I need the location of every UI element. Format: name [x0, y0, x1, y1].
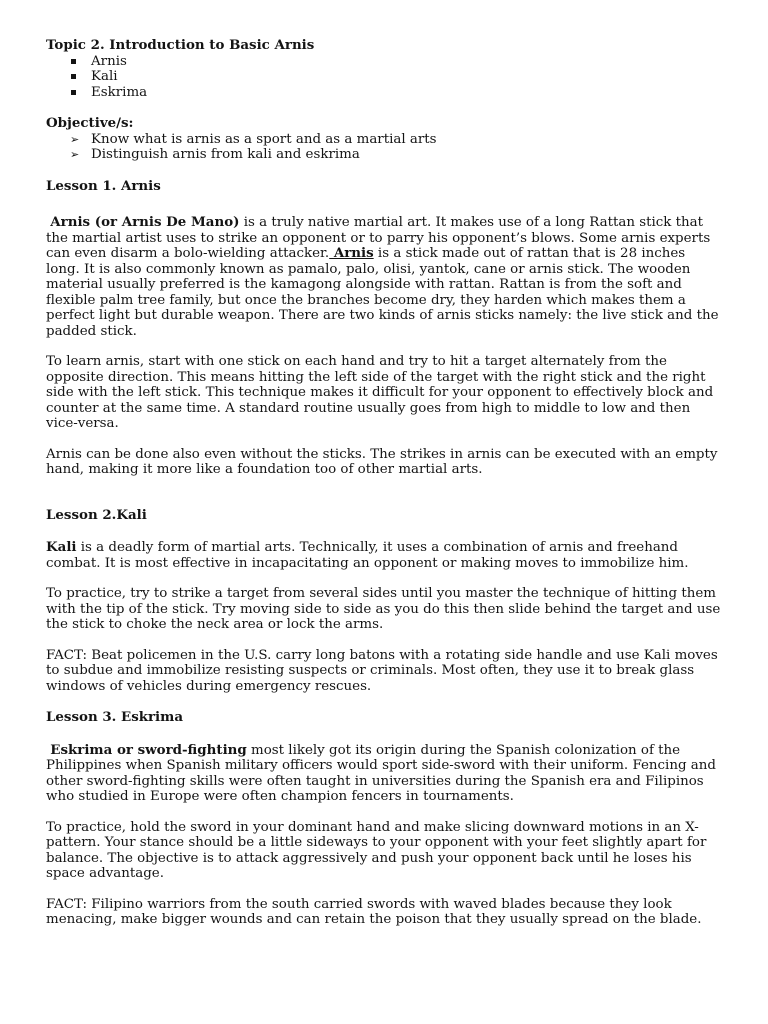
topic-title: Topic 2. Introduction to Basic Arnis [46, 37, 315, 53]
lesson2-term: Kali [46, 539, 77, 555]
objective-text: Know what is arnis as a sport and as a martial arts [91, 131, 437, 147]
lesson3-title: Lesson 3. Eskrima [46, 709, 183, 725]
list-item [46, 132, 722, 148]
topic-list [46, 54, 722, 101]
lesson2-text: is a deadly form of martial arts. Technically, it uses a combination of arnis and freehand combat. It is most effective in incapacitating an opponent or making moves to immobilize him. [46, 540, 689, 571]
lesson3-paragraph-2: To practice, hold the sword in your dominant hand and make slicing downward motions in an X-pattern. Your stance should be a little sideways to your opponent with your feet slightly apart for balance. The objective is to attack aggressively and push your opponent back until he loses his space advantage. [46, 819, 707, 881]
lesson1-text-a: is a truly native martial art. It makes use of a long Rattan stick that the martial artist uses to strike an opponent or to parry his opponent’s blows. Some arnis experts can even disarm a bolo-wielding attacker. [46, 215, 711, 261]
lesson1-text-b: is a stick made out of rattan that is 28 inches long. It is also commonly known as pamalo, palo, olisi, yantok, cane or arnis stick. The wooden material usually preferred is the kamagong alongside with rattan. Rattan is from the soft and flexible palm tree family, but once the branches become dry, they harden which makes them a perfect light but durable weapon. There are two kinds of arnis sticks namely: the live stick and the padded stick. [46, 246, 719, 339]
objectives-title: Objective/s: [46, 115, 134, 131]
objectives-list [46, 132, 722, 163]
lesson1-title: Lesson 1. Arnis [46, 177, 161, 194]
arrow-bullet-icon: ➢ [70, 132, 80, 146]
lesson3-term: Eskrima or sword-fighting [50, 741, 247, 758]
lesson1-paragraph-3: Arnis can be done also even without the sticks. The strikes in arnis can be executed with an empty hand, making it more like a foundation too of other martial arts. [46, 446, 718, 477]
list-item: Arnis [46, 54, 722, 70]
arnis-underlined-term: Arnis [329, 245, 374, 261]
lesson3-paragraph-1 [46, 743, 722, 805]
lesson3-text: most likely got its origin during the Spanish colonization of the Philippines when Spanish military officers would sport side-sword with their uniform. Fencing and other sword-fighting skills were often taught in universities during the Spanish era and Filipinos who studied in Europe were often champion fencers in tournaments. [46, 742, 716, 804]
lesson2-paragraph-2: To practice, try to strike a target from several sides until you master the technique of hitting them with the tip of the stick. Try moving side to side as you do this then slide behind the target and use the stick to choke the neck area or lock the arms. [46, 586, 721, 632]
objective-text: Distinguish arnis from kali and eskrima [91, 147, 360, 162]
lesson2-title: Lesson 2.Kali [46, 506, 147, 523]
lesson2-paragraph-3: FACT: Beat policemen in the U.S. carry long batons with a rotating side handle and use Kali moves to subdue and immobilize resisting suspects or criminals. Most often, they use it to break glass windows of vehicles during emergency rescues. [46, 647, 718, 694]
list-item [46, 147, 722, 163]
lesson1-paragraph-1 [46, 215, 722, 339]
lesson3-paragraph-3: FACT: Filipino warriors from the south carried swords with waved blades because they look menacing, make bigger wounds and can retain the poison that they usually spread on the blade. [46, 896, 702, 927]
arrow-bullet-icon: ➢ [70, 148, 80, 161]
lesson1-term: Arnis (or Arnis De Mano) [50, 214, 240, 230]
lesson2-paragraph-1 [46, 540, 722, 571]
list-item: Eskrima [46, 85, 722, 101]
lesson1-paragraph-2: To learn arnis, start with one stick on each hand and try to hit a target alternately from the opposite direction. This means hitting the left side of the target with the right stick and the right side with the left stick. This technique makes it difficult for your opponent to effectively block and counter at the same time. A standard routine usually goes from high to middle to low and then vice-versa. [46, 354, 714, 431]
list-item: Kali [46, 69, 722, 85]
